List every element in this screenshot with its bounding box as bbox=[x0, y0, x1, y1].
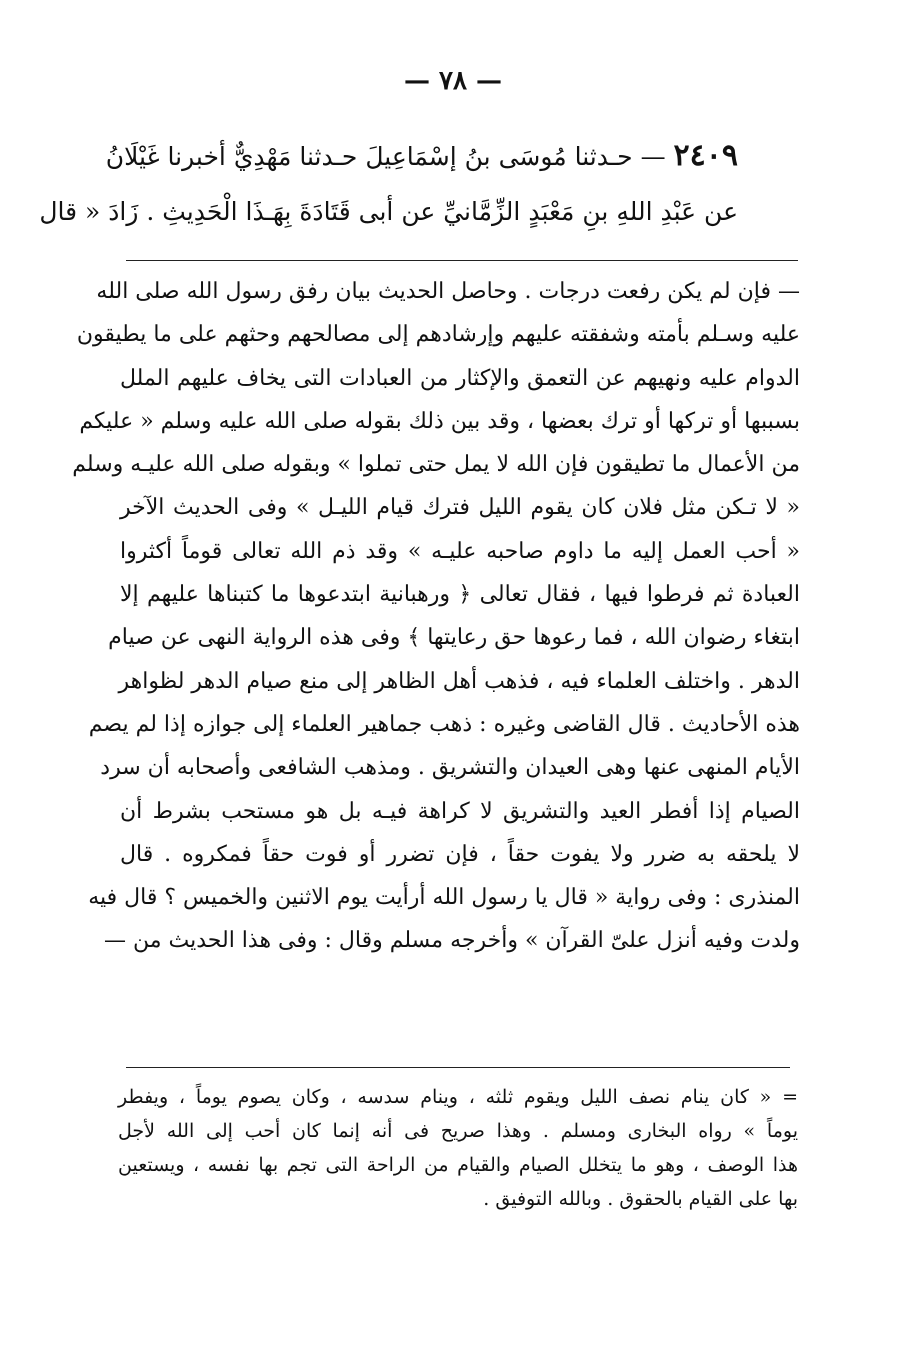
commentary-line: لا يلحقه به ضرر ولا يفوت حقاً ، فإن تضرر أو فوت حقاً فمكروه . قال bbox=[120, 841, 800, 867]
commentary-line: عليه وسـلم بأمته وشفقته عليهم وإرشادهم إلى مصالحهم وحثهم على ما يطيقون bbox=[76, 322, 800, 348]
top-divider bbox=[126, 260, 798, 261]
commentary-line: من الأعمال ما تطيقون فإن الله لا يمل حتى تملوا » وبقوله صلى الله عليـه وسلم bbox=[72, 452, 800, 478]
page-number: — ٧٨ — bbox=[403, 66, 503, 96]
footnote-line: هذا الوصف ، وهو ما يتخلل الصيام والقيام من الراحة التى تجم بها نفسه ، ويستعين bbox=[118, 1154, 798, 1176]
footnote-text bbox=[118, 1080, 798, 1216]
commentary-line: ولدت وفيه أنزل علىّ القرآن » وأخرجه مسلم وقال : وفى هذا الحديث من — bbox=[104, 928, 800, 954]
hadith-text bbox=[39, 128, 738, 240]
commentary-line: « لا تـكن مثل فلان كان يقوم الليل فترك قيام الليـل » وفى الحديث الآخر bbox=[120, 495, 800, 521]
hadith-line-2: عن عَبْدِ اللهِ بنِ مَعْبَدٍ الزِّمَّانيِّ عن أبى قَتَادَةَ بِهَـذَا الْحَدِيثِ . زَادَ « قال bbox=[39, 197, 738, 226]
commentary-line: — فإن لم يكن رفعت درجات . وحاصل الحديث بيان رفق رسول الله صلى الله bbox=[96, 279, 800, 304]
hadith-line-1-text: — حـدثنا مُوسَى بنُ إسْمَاعِيلَ حـدثنا مَهْدِيٌّ أخبرنا غَيْلَانُ bbox=[105, 142, 666, 171]
commentary-line: الصيام إذا أفطر العيد والتشريق لا كراهة فيـه بل هو مستحب بشرط أن bbox=[120, 798, 800, 824]
commentary-text bbox=[72, 270, 800, 963]
commentary-line: العبادة ثم فرطوا فيها ، فقال تعالى ﴿ ورهبانية ابتدعوها ما كتبناها عليهم إلا bbox=[120, 582, 800, 608]
footnote-line: = « كان ينام نصف الليل ويقوم ثلثه ، وينام سدسه ، وكان يصوم يوماً ، ويفطر bbox=[118, 1086, 798, 1108]
commentary-line: الأيام المنهى عنها وهى العيدان والتشريق . ومذهب الشافعى وأصحابه أن سرد bbox=[100, 755, 800, 781]
commentary-line: الدهر . واختلف العلماء فيه ، فذهب أهل الظاهر إلى منع صيام الدهر لظواهر bbox=[118, 668, 800, 694]
commentary-line: هذه الأحاديث . قال القاضى وغيره : ذهب جماهير العلماء إلى جوازه إذا لم يصم bbox=[88, 711, 800, 737]
hadith-number: ٢٤٠٩ bbox=[673, 138, 738, 173]
commentary-line: المنذرى : وفى رواية « قال يا رسول الله أرأيت يوم الاثنين والخميس ؟ قال فيه bbox=[88, 885, 800, 911]
footnote-line: بها على القيام بالحقوق . وبالله التوفيق . bbox=[483, 1188, 798, 1210]
commentary-line: الدوام عليه ونهيهم عن التعمق والإكثار من العبادات التى يخاف عليهم الملل bbox=[120, 365, 800, 391]
commentary-line: بسببها أو تركها أو ترك بعضها ، وقد بين ذلك بقوله صلى الله عليه وسلم « عليكم bbox=[79, 408, 800, 434]
footnote-line: يوماً » رواه البخارى ومسلم . وهذا صريح فى أنه إنما كان أحب إلى الله لأجل bbox=[118, 1120, 798, 1142]
commentary-line: ابتغاء رضوان الله ، فما رعوها حق رعايتها ﴾ وفى هذه الرواية النهى عن صيام bbox=[108, 625, 800, 651]
hadith-line-1 bbox=[105, 128, 738, 184]
footnote-divider bbox=[126, 1067, 790, 1068]
commentary-line: « أحب العمل إليه ما داوم صاحبه عليـه » وقد ذم الله تعالى قوماً أكثروا bbox=[120, 538, 800, 564]
